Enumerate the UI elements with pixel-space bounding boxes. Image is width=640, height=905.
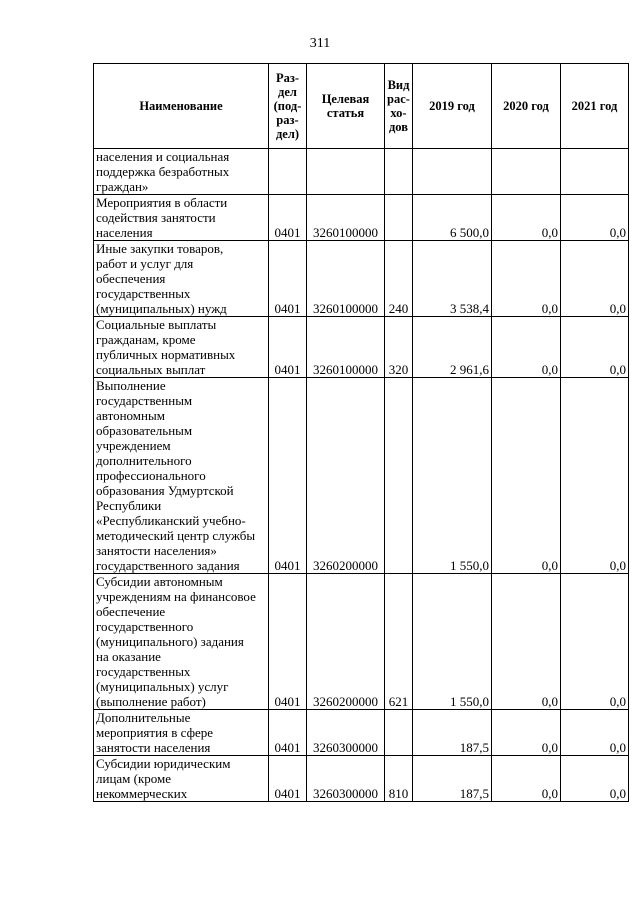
cell-section: 0401 xyxy=(269,195,307,241)
cell-2019: 3 538,4 xyxy=(413,241,492,317)
cell-section: 0401 xyxy=(269,378,307,574)
cell-2020: 0,0 xyxy=(492,710,561,756)
cell-name: населения и социальная поддержка безработных граждан» xyxy=(94,149,269,195)
cell-expense: 810 xyxy=(385,756,413,802)
cell-section: 0401 xyxy=(269,241,307,317)
cell-target: 3260300000 xyxy=(307,756,385,802)
cell-name: Мероприятия в области содействия занятости населения xyxy=(94,195,269,241)
cell-2021: 0,0 xyxy=(561,574,629,710)
cell-2021: 0,0 xyxy=(561,317,629,378)
page-number: 311 xyxy=(309,36,331,51)
cell-section xyxy=(269,149,307,195)
cell-section: 0401 xyxy=(269,756,307,802)
header-expense: Вид рас- хо- дов xyxy=(385,64,413,149)
table-row xyxy=(94,710,629,756)
cell-2020: 0,0 xyxy=(492,756,561,802)
cell-name: Субсидии автономным учреждениям на финансовое обеспечение государственного (муниципального) задания на оказание государственных (муниципальных) услуг (выполнение работ) xyxy=(94,574,269,710)
cell-2020: 0,0 xyxy=(492,378,561,574)
cell-name: Выполнение государственным автономным образовательным учреждением дополнительного профессионального образования Удмуртской Республики «Республиканский учебно- методический центр службы занятости населения» государственного задания xyxy=(94,378,269,574)
cell-2021: 0,0 xyxy=(561,756,629,802)
header-2021: 2021 год xyxy=(561,64,629,149)
cell-2020: 0,0 xyxy=(492,195,561,241)
cell-section: 0401 xyxy=(269,710,307,756)
cell-target: 3260100000 xyxy=(307,317,385,378)
header-2019: 2019 год xyxy=(413,64,492,149)
table-row xyxy=(94,317,629,378)
cell-2020 xyxy=(492,149,561,195)
header-name: Наименование xyxy=(94,64,269,149)
cell-expense: 240 xyxy=(385,241,413,317)
header-section: Раз- дел (под- раз- дел) xyxy=(269,64,307,149)
cell-expense xyxy=(385,378,413,574)
cell-expense xyxy=(385,710,413,756)
cell-2019: 1 550,0 xyxy=(413,378,492,574)
table-row xyxy=(94,756,629,802)
table-body xyxy=(94,149,629,802)
cell-expense xyxy=(385,149,413,195)
cell-2019: 1 550,0 xyxy=(413,574,492,710)
cell-2020: 0,0 xyxy=(492,241,561,317)
table-row xyxy=(94,149,629,195)
table-header-row xyxy=(94,64,629,149)
cell-name: Дополнительные мероприятия в сфере занятости населения xyxy=(94,710,269,756)
cell-target: 3260300000 xyxy=(307,710,385,756)
table-row xyxy=(94,195,629,241)
cell-expense: 320 xyxy=(385,317,413,378)
cell-2020: 0,0 xyxy=(492,574,561,710)
cell-name: Иные закупки товаров, работ и услуг для обеспечения государственных (муниципальных) нужд xyxy=(94,241,269,317)
cell-expense xyxy=(385,195,413,241)
cell-section: 0401 xyxy=(269,317,307,378)
cell-target: 3260200000 xyxy=(307,574,385,710)
table-row xyxy=(94,378,629,574)
table-row xyxy=(94,574,629,710)
cell-target xyxy=(307,149,385,195)
cell-2019: 187,5 xyxy=(413,756,492,802)
cell-2019: 187,5 xyxy=(413,710,492,756)
cell-2019 xyxy=(413,149,492,195)
cell-2021: 0,0 xyxy=(561,710,629,756)
cell-name: Субсидии юридическим лицам (кроме некоммерческих xyxy=(94,756,269,802)
cell-expense: 621 xyxy=(385,574,413,710)
cell-name: Социальные выплаты гражданам, кроме публичных нормативных социальных выплат xyxy=(94,317,269,378)
cell-2021 xyxy=(561,149,629,195)
cell-2019: 6 500,0 xyxy=(413,195,492,241)
header-2020: 2020 год xyxy=(492,64,561,149)
cell-2021: 0,0 xyxy=(561,241,629,317)
cell-target: 3260100000 xyxy=(307,195,385,241)
cell-2021: 0,0 xyxy=(561,378,629,574)
table-row xyxy=(94,241,629,317)
cell-target: 3260100000 xyxy=(307,241,385,317)
cell-2019: 2 961,6 xyxy=(413,317,492,378)
cell-2020: 0,0 xyxy=(492,317,561,378)
cell-2021: 0,0 xyxy=(561,195,629,241)
header-target: Целевая статья xyxy=(307,64,385,149)
cell-section: 0401 xyxy=(269,574,307,710)
cell-target: 3260200000 xyxy=(307,378,385,574)
budget-table xyxy=(93,63,629,802)
